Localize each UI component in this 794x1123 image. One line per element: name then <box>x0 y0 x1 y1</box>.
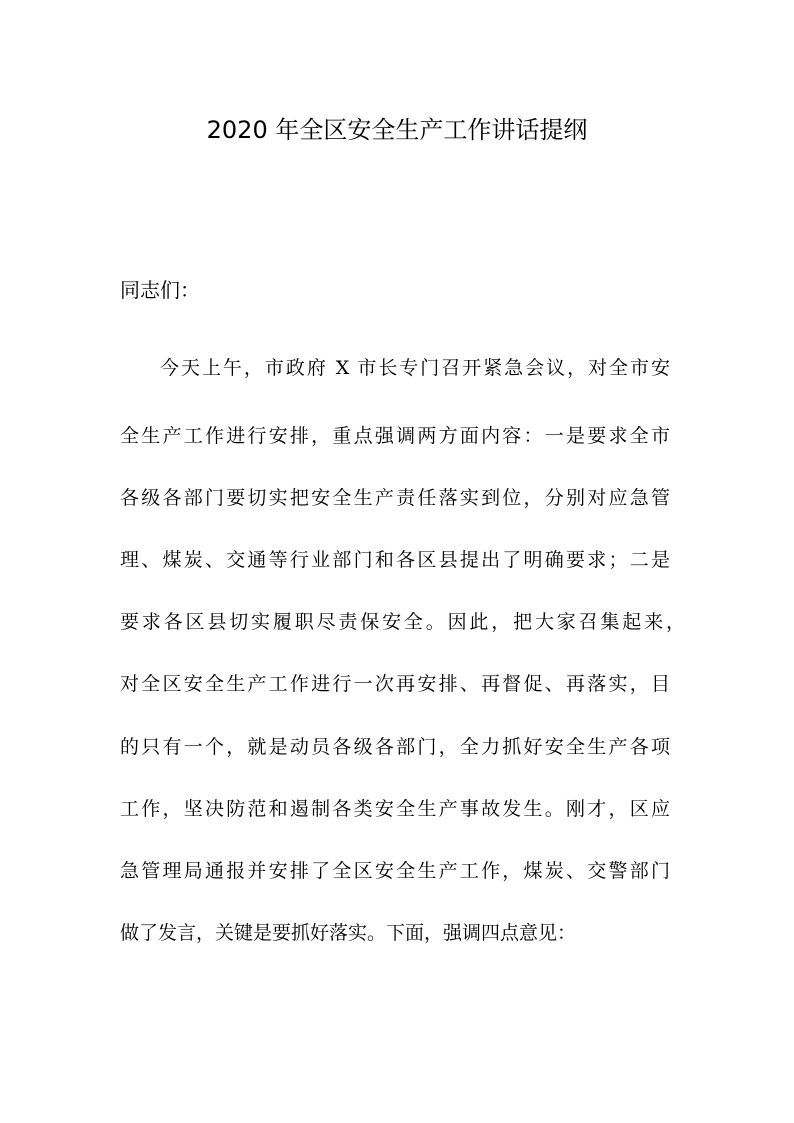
paragraph-line: 全生产工作进行安排，重点强调两方面内容：一是要求全市 <box>120 425 670 447</box>
paragraph-line: 的只有一个，就是动员各级各部门，全力抓好安全生产各项 <box>120 736 670 758</box>
paragraph-line: 对全区安全生产工作进行一次再安排、再督促、再落实，目 <box>120 673 670 695</box>
paragraph-line: 工作，坚决防范和遏制各类安全生产事故发生。刚才，区应 <box>120 798 670 820</box>
salutation: 同志们： <box>120 278 200 302</box>
paragraph-line: 今天上午，市政府 X 市长专门召开紧急会议，对全市安 <box>160 357 670 379</box>
paragraph-line: 理、煤炭、交通等行业部门和各区县提出了明确要求；二是 <box>120 549 670 571</box>
document-title: 2020 年全区安全生产工作讲话提纲 <box>206 116 588 144</box>
paragraph-line: 各级各部门要切实把安全生产责任落实到位，分别对应急管 <box>120 487 670 509</box>
paragraph-line: 做了发言，关键是要抓好落实。下面，强调四点意见： <box>120 922 577 944</box>
paragraph-line: 急管理局通报并安排了全区安全生产工作，煤炭、交警部门 <box>120 860 670 882</box>
paragraph-line: 要求各区县切实履职尽责保安全。因此，把大家召集起来， <box>120 611 685 633</box>
